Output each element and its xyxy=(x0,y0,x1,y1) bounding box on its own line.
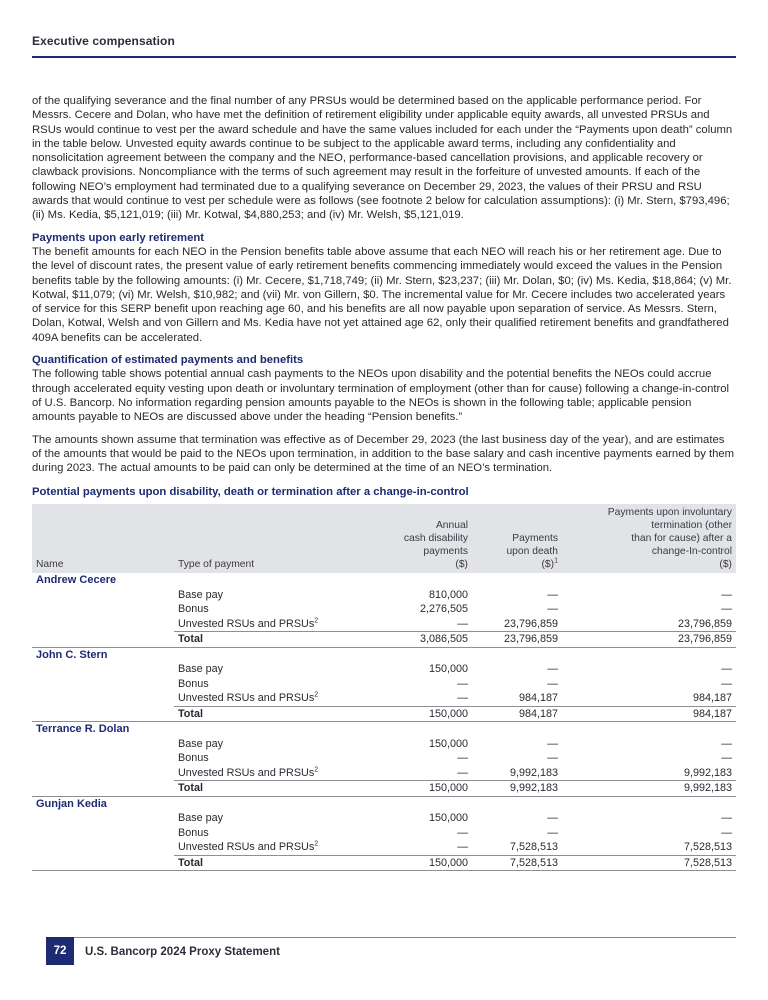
payment-type: Bonus xyxy=(178,603,209,616)
amount-cell: 810,000 xyxy=(428,588,468,601)
person-name-row xyxy=(32,647,736,662)
col-header-death: Payments upon death ($)$^1$ xyxy=(472,504,562,573)
bonus-row xyxy=(32,751,736,766)
amount-cell: — xyxy=(457,752,468,765)
col-header-name: Name xyxy=(32,504,174,573)
base-pay-row xyxy=(32,811,736,826)
total-row xyxy=(32,706,736,722)
amount-cell: — xyxy=(721,737,732,750)
person-name-row xyxy=(32,722,736,737)
amount-cell: 150,000 xyxy=(344,706,472,722)
amount-cell: — xyxy=(457,677,468,690)
bonus-row xyxy=(32,677,736,692)
amount-cell: — xyxy=(721,812,732,825)
amount-cell: — xyxy=(721,677,732,690)
page-number: 72 xyxy=(46,937,74,965)
base-pay-row xyxy=(32,662,736,677)
amount-cell: — xyxy=(721,663,732,676)
header-rule xyxy=(32,56,736,58)
early-retirement-paragraph: The benefit amounts for each NEO in the Pension benefits table above assume that each NEO will reach his or her retirement age. Due to the level of discount rates, the present value of early retirement benefits commencing immediately would exceed the values in the Pension benefits table by the following amounts: (i) Mr. Cecere, $1,718,749; (ii) Mr. Stern, $23,237; (iii) Mr. Dolan, $0; (iv) Ms. Kedia, $18,864; (v) Mr. Kotwal, $11,079; (vi) Mr. Welsh, $10,982; and (vii) Mr. von Gillern, $0. The incremental value for Mr. Cecere includes two accelerated years of service for this SERP benefit upon reaching age 60, and his benefits are all now payable upon separation of service. As Messrs. Stern, Dolan, Kotwal, Welsh and von Gillern and Ms. Kedia have not yet attained age 62, only their qualified retirement benefits and grandfathered 409A benefits can be accelerated. xyxy=(32,245,732,344)
quantification-paragraph-1: The following table shows potential annual cash payments to the NEOs upon disability and the potential benefits the NEOs could accrue through accelerated equity vesting upon death or involuntary termination of employment (other than for cause) following a change-in-control of U.S. Bancorp. No information regarding pension amounts payable to the NEOs is shown in the following table; applicable pension amounts payable to NEOs are discussed above under the heading “Pension benefits.” xyxy=(32,368,730,424)
amount-cell: 150,000 xyxy=(344,781,472,797)
unvested-row xyxy=(32,691,736,706)
total-row xyxy=(32,632,736,648)
total-row xyxy=(32,855,736,871)
amount-cell: — xyxy=(547,752,558,765)
person-name-row xyxy=(32,796,736,811)
amount-cell: 23,796,859 xyxy=(562,632,736,648)
amount-cell: — xyxy=(547,812,558,825)
payment-type: Base pay xyxy=(178,588,224,601)
page-footer xyxy=(46,937,736,965)
footnote-2: 2 xyxy=(314,691,319,699)
table-header-row xyxy=(32,504,736,573)
footnote-1: 1 xyxy=(554,558,558,565)
amount-cell: — xyxy=(547,737,558,750)
amount-cell: — xyxy=(457,826,468,839)
page-header xyxy=(32,34,736,58)
amount-cell: 3,086,505 xyxy=(344,632,472,648)
section-title: Executive compensation xyxy=(32,34,175,48)
amount-cell: 9,992,183 xyxy=(562,781,736,797)
payment-type: Base pay xyxy=(178,737,224,750)
potential-payments-table xyxy=(32,504,736,871)
amount-cell: — xyxy=(457,841,468,854)
amount-cell: 7,528,513 xyxy=(683,841,732,854)
amount-cell: 7,528,513 xyxy=(509,841,558,854)
payment-type: Total xyxy=(174,855,344,871)
amount-cell: 9,992,183 xyxy=(683,766,732,779)
amount-cell: — xyxy=(721,603,732,616)
amount-cell: — xyxy=(457,692,468,705)
payment-type: Unvested RSUs and PRSUs$^2$ xyxy=(178,691,319,705)
amount-cell: — xyxy=(547,588,558,601)
col-header-disability: Annual cash disability payments ($) xyxy=(344,504,472,573)
amount-cell: — xyxy=(547,826,558,839)
payment-type: Unvested RSUs and PRSUs$^2$ xyxy=(178,840,319,854)
amount-cell: 23,796,859 xyxy=(677,617,732,630)
payment-type: Total xyxy=(174,706,344,722)
amount-cell: — xyxy=(547,603,558,616)
person-name: John C. Stern xyxy=(36,648,108,661)
amount-cell: — xyxy=(547,677,558,690)
footnote-2: 2 xyxy=(314,840,319,848)
payment-type: Bonus xyxy=(178,826,209,839)
person-name-row xyxy=(32,573,736,588)
intro-paragraph: of the qualifying severance and the final number of any PRSUs would be determined based on the applicable performance period. For Messrs. Cecere and Dolan, who have met the definition of retirement eligibility under applicable equity awards, all unvested PRSUs and RSUs would continue to vest per the award schedule and have the same values included for each under the “Payments upon death” column in the table below. Unvested equity awards continue to be subject to the applicable award terms, including any confidentiality and nonsolicitation agreement between the company and the NEO, performance-based cancellation provisions, and applicable recovery or clawback provisions. Noncompliance with the terms of such agreement may result in the forfeiture of unvested amounts. If each of the following NEO’s employment had terminated due to a qualifying severance on December 29, 2023, the values of their PRSU and RSU awards that would continue to vest per schedule were as follows (see footnote 2 below for calculation assumptions): (i) Mr. Stern, $793,496; (ii) Ms. Kedia, $5,121,019; (iii) Mr. Kotwal, $4,880,253; and (iv) Mr. Welsh, $5,121,019. xyxy=(32,95,733,222)
unvested-row xyxy=(32,617,736,632)
col-header-termination: Payments upon involuntary termination (other than for cause) after a change-In-control ($) xyxy=(562,504,736,573)
amount-cell: 984,187 xyxy=(518,692,558,705)
payment-type: Unvested RSUs and PRSUs$^2$ xyxy=(178,766,319,779)
amount-cell: 23,796,859 xyxy=(472,632,562,648)
amount-cell: 984,187 xyxy=(692,692,732,705)
total-row xyxy=(32,781,736,797)
payment-type: Bonus xyxy=(178,752,209,765)
payment-type: Base pay xyxy=(178,663,224,676)
amount-cell: 150,000 xyxy=(428,737,468,750)
page-content xyxy=(32,94,736,871)
amount-cell: — xyxy=(547,663,558,676)
early-retirement-heading: Payments upon early retirement xyxy=(32,231,205,244)
base-pay-row xyxy=(32,737,736,752)
person-name: Gunjan Kedia xyxy=(36,797,107,810)
amount-cell: — xyxy=(721,826,732,839)
payment-type: Total xyxy=(174,781,344,797)
payment-type: Unvested RSUs and PRSUs$^2$ xyxy=(178,617,319,630)
amount-cell: 984,187 xyxy=(472,706,562,722)
col-header-type: Type of payment xyxy=(174,504,344,573)
amount-cell: — xyxy=(457,766,468,779)
document-title: U.S. Bancorp 2024 Proxy Statement xyxy=(85,945,280,958)
payment-type: Total xyxy=(174,632,344,648)
amount-cell: 9,992,183 xyxy=(509,766,558,779)
payment-type: Base pay xyxy=(178,812,224,825)
amount-cell: 2,276,505 xyxy=(419,603,468,616)
footnote-2: 2 xyxy=(314,617,319,625)
amount-cell: 150,000 xyxy=(428,812,468,825)
bonus-row xyxy=(32,602,736,617)
amount-cell: — xyxy=(457,617,468,630)
amount-cell: 984,187 xyxy=(562,706,736,722)
amount-cell: 7,528,513 xyxy=(562,855,736,871)
quantification-heading: Quantification of estimated payments and benefits xyxy=(32,354,304,367)
base-pay-row xyxy=(32,588,736,603)
unvested-row xyxy=(32,840,736,855)
amount-cell: — xyxy=(721,588,732,601)
quantification-paragraph-2: The amounts shown assume that termination was effective as of December 29, 2023 (the last business day of the year), and are estimates of the amounts that would be paid to the NEOs upon termination, in addition to the base salary and cash incentive payments earned by them during 2023. The actual amounts to be paid can only be determined at the time of an NEO’s termination. xyxy=(32,433,735,475)
person-name: Andrew Cecere xyxy=(36,574,117,587)
person-name: Terrance R. Dolan xyxy=(36,723,130,736)
bonus-row xyxy=(32,826,736,841)
unvested-row xyxy=(32,766,736,781)
amount-cell: 150,000 xyxy=(428,663,468,676)
table-title: Potential payments upon disability, death or termination after a change-in-control xyxy=(32,486,469,499)
payment-type: Bonus xyxy=(178,677,209,690)
footnote-2: 2 xyxy=(314,766,319,774)
amount-cell: 9,992,183 xyxy=(472,781,562,797)
amount-cell: 7,528,513 xyxy=(472,855,562,871)
amount-cell: 23,796,859 xyxy=(503,617,558,630)
amount-cell: 150,000 xyxy=(344,855,472,871)
amount-cell: — xyxy=(721,752,732,765)
